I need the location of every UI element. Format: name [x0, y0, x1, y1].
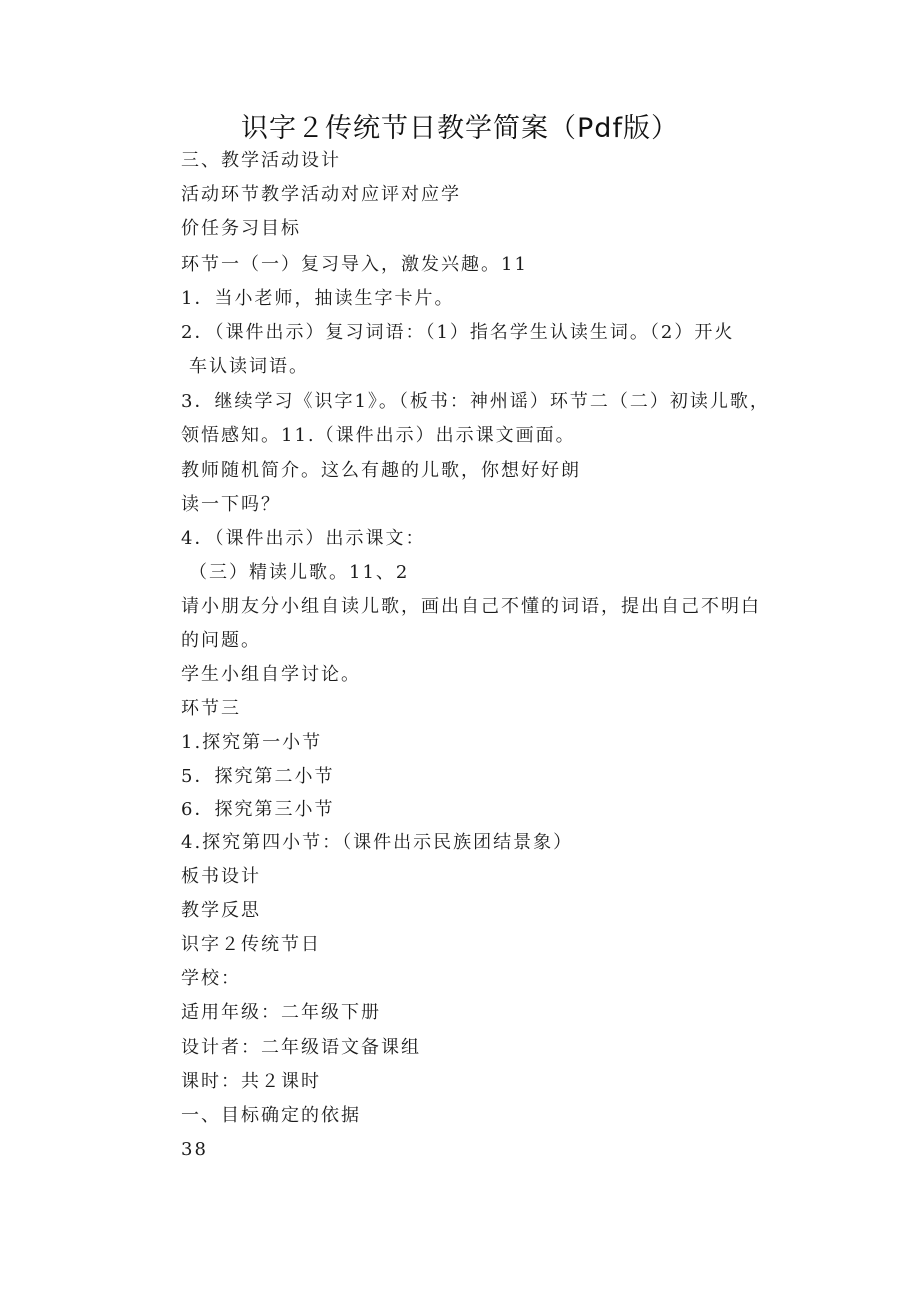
text-line: 环节一（一）复习导入，激发兴趣。11	[181, 254, 528, 275]
page-number: 38	[181, 1139, 208, 1160]
text-line: 教学反思	[181, 900, 261, 921]
text-line: 请小朋友分小组自读儿歌，画出自己不懂的词语，提出自己不明白	[181, 596, 761, 617]
section-heading: 一、目标确定的依据	[181, 1105, 361, 1126]
text-line: （三）精读儿歌。11、2	[189, 562, 410, 583]
text-line: 环节三	[181, 698, 241, 719]
text-line: 读一下吗？	[181, 494, 281, 515]
list-item: 5．探究第二小节	[181, 766, 335, 787]
list-item: 3．继续学习《识字1》。（板书：神州谣）环节二（二）初读儿歌，	[181, 391, 770, 412]
list-item: 4．（课件出示）出示课文：	[181, 528, 426, 549]
text-line: 价任务习目标	[181, 218, 301, 239]
text-line: 教师随机简介。这么有趣的儿歌，你想好好朗	[181, 460, 581, 481]
text-line: 的问题。	[181, 630, 261, 651]
text-line: 活动环节教学活动对应评对应学	[181, 184, 461, 205]
section-heading: 三、教学活动设计	[181, 150, 341, 171]
list-item: 6．探究第三小节	[181, 799, 335, 820]
text-line: 领悟感知。11.（课件出示）出示课文画面。	[181, 425, 576, 446]
list-item: 2．（课件出示）复习词语：（1）指名学生认读生词。（2）开火	[181, 322, 735, 343]
text-line: 设计者：二年级语文备课组	[181, 1037, 421, 1058]
page-title: 识字２传统节日教学简案（Pdf版）	[241, 113, 679, 144]
list-item: 1．当小老师，抽读生字卡片。	[181, 288, 455, 309]
text-line: 课时：共２课时	[181, 1071, 321, 1092]
text-line: 车认读词语。	[189, 356, 309, 377]
text-line: 学校：	[181, 968, 241, 989]
text-line: 适用年级：二年级下册	[181, 1002, 381, 1023]
list-item: 1.探究第一小节	[181, 732, 323, 753]
list-item: 4.探究第四小节：（课件出示民族团结景象）	[181, 832, 574, 853]
text-line: 学生小组自学讨论。	[181, 664, 361, 685]
text-line: 识字２传统节日	[181, 934, 321, 955]
text-line: 板书设计	[181, 866, 261, 887]
